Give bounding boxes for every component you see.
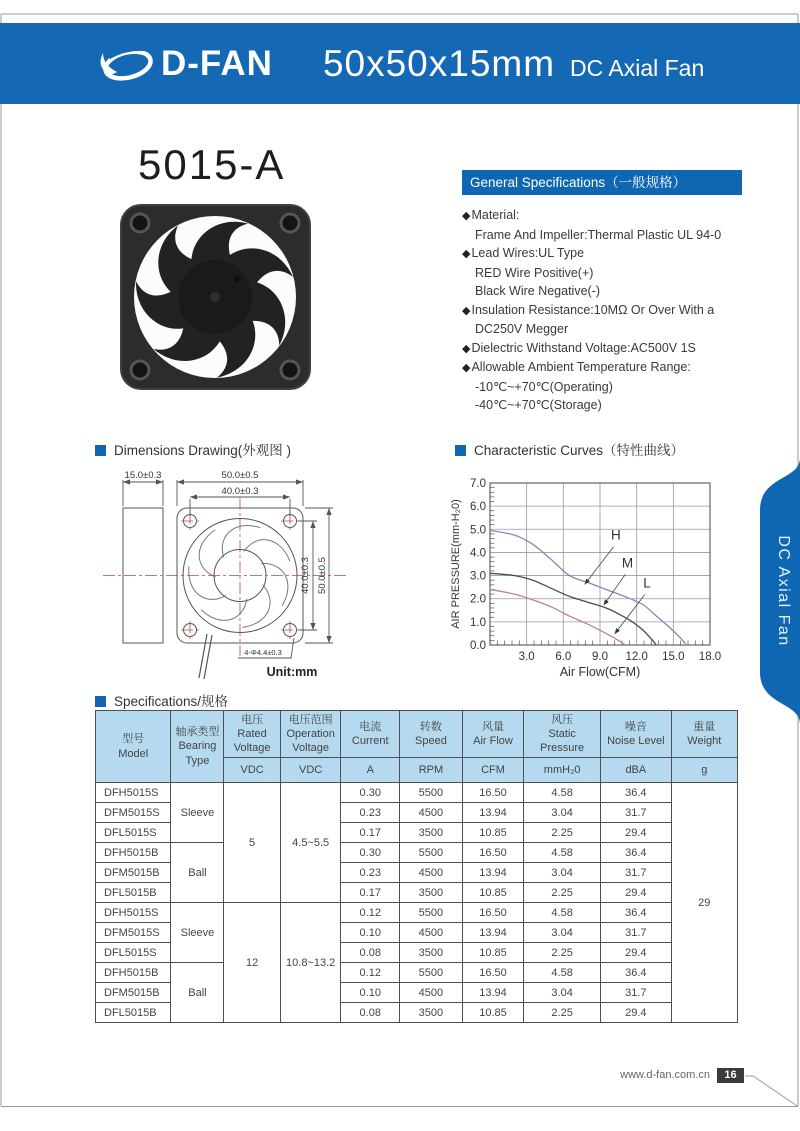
col-unit-operation-voltage: VDC bbox=[280, 758, 341, 783]
cell-static-pressure: 3.04 bbox=[524, 803, 601, 823]
cell-speed: 5500 bbox=[400, 843, 463, 863]
cell-speed: 3500 bbox=[400, 943, 463, 963]
cell-current: 0.17 bbox=[341, 823, 400, 843]
cell-static-pressure: 4.58 bbox=[524, 963, 601, 983]
spec-list-item: Black Wire Negative(-) bbox=[475, 284, 601, 298]
cell-air-flow: 10.85 bbox=[462, 1003, 523, 1023]
x-tick-label: 15.0 bbox=[662, 651, 685, 663]
cell-current: 0.30 bbox=[341, 843, 400, 863]
cell-air-flow: 13.94 bbox=[462, 923, 523, 943]
cell-model: DFL5015S bbox=[96, 943, 171, 963]
y-tick-label: 2.0 bbox=[470, 593, 486, 606]
dim-hole-pitch-h: 40.0±0.3 bbox=[221, 486, 259, 497]
side-tab bbox=[752, 458, 800, 724]
cell-current: 0.23 bbox=[341, 803, 400, 823]
specifications-table bbox=[95, 710, 738, 1023]
cell-speed: 3500 bbox=[400, 883, 463, 903]
y-tick-label: 0.0 bbox=[470, 640, 486, 652]
cell-static-pressure: 4.58 bbox=[524, 903, 601, 923]
cell-noise-level: 31.7 bbox=[601, 923, 672, 943]
col-unit-static-pressure: mmH₂0 bbox=[524, 758, 601, 783]
col-unit-weight: g bbox=[671, 758, 737, 783]
cell-current: 0.17 bbox=[341, 883, 400, 903]
cell-air-flow: 13.94 bbox=[462, 983, 523, 1003]
cell-air-flow: 10.85 bbox=[462, 943, 523, 963]
y-tick-label: 6.0 bbox=[470, 501, 486, 514]
col-header-model: 型号 Model bbox=[96, 711, 171, 783]
col-header-weight: 重量 Weight bbox=[671, 711, 737, 758]
dim-thickness: 15.0±0.3 bbox=[124, 470, 162, 481]
diamond-bullet-icon: ◆ bbox=[462, 362, 471, 374]
cell-speed: 5500 bbox=[400, 783, 463, 803]
spec-list-item: DC250V Megger bbox=[475, 322, 569, 336]
cell-current: 0.30 bbox=[341, 783, 400, 803]
dim-mounting-holes: 4-Φ4.4±0.3 bbox=[244, 648, 282, 657]
cell-current: 0.23 bbox=[341, 863, 400, 883]
col-unit-air-flow: CFM bbox=[462, 758, 523, 783]
blue-square-icon bbox=[455, 445, 466, 456]
curve-l bbox=[490, 590, 624, 645]
col-unit-rated-voltage: VDC bbox=[224, 758, 280, 783]
cell-current: 0.12 bbox=[341, 903, 400, 923]
cell-model: DFH5015B bbox=[96, 963, 171, 983]
cell-speed: 4500 bbox=[400, 923, 463, 943]
blue-square-icon bbox=[95, 445, 106, 456]
cell-model: DFH5015S bbox=[96, 783, 171, 803]
model-title: 5015-A bbox=[138, 141, 286, 188]
curve-label-l: L bbox=[643, 575, 651, 591]
cell-noise-level: 36.4 bbox=[601, 903, 672, 923]
cell-noise-level: 29.4 bbox=[601, 943, 672, 963]
cell-air-flow: 13.94 bbox=[462, 803, 523, 823]
cell-static-pressure: 3.04 bbox=[524, 863, 601, 883]
cell-air-flow: 16.50 bbox=[462, 783, 523, 803]
general-specifications-list bbox=[462, 206, 742, 415]
section-specifications-heading bbox=[95, 690, 228, 710]
x-tick-label: 6.0 bbox=[555, 651, 572, 663]
cell-static-pressure: 3.04 bbox=[524, 923, 601, 943]
col-header-current: 电流 Current bbox=[341, 711, 400, 758]
cell-static-pressure: 2.25 bbox=[524, 1003, 601, 1023]
cell-model: DFM5015S bbox=[96, 803, 171, 823]
cell-static-pressure: 2.25 bbox=[524, 883, 601, 903]
dim-width: 50.0±0.5 bbox=[221, 470, 259, 481]
cell-current: 0.10 bbox=[341, 923, 400, 943]
x-tick-label: 12.0 bbox=[625, 651, 648, 663]
cell-noise-level: 31.7 bbox=[601, 803, 672, 823]
d-fan-logo-icon bbox=[97, 41, 155, 87]
product-type-title: DC Axial Fan bbox=[570, 55, 705, 81]
spec-list-item: ◆Material: bbox=[462, 208, 520, 222]
spec-list-item: -10℃~+70℃(Operating) bbox=[475, 379, 613, 394]
cell-speed: 4500 bbox=[400, 803, 463, 823]
section-dimensions-label: Dimensions Drawing(外观图 ) bbox=[114, 443, 292, 458]
col-header-bearing-type: 轴承类型 Bearing Type bbox=[171, 711, 224, 783]
cell-model: DFM5015B bbox=[96, 863, 171, 883]
x-tick-label: 3.0 bbox=[518, 651, 535, 663]
cell-static-pressure: 2.25 bbox=[524, 943, 601, 963]
cell-operation-voltage: 10.8~13.2 bbox=[280, 903, 341, 1023]
section-specifications-label: Specifications/规格 bbox=[114, 694, 229, 709]
cell-noise-level: 29.4 bbox=[601, 823, 672, 843]
cell-noise-level: 36.4 bbox=[601, 783, 672, 803]
cell-current: 0.12 bbox=[341, 963, 400, 983]
cell-model: DFL5015S bbox=[96, 823, 171, 843]
fan-product-photo bbox=[118, 202, 313, 392]
y-tick-label: 3.0 bbox=[470, 570, 486, 583]
table-row bbox=[96, 783, 738, 803]
col-header-air-flow: 风量 Air Flow bbox=[462, 711, 523, 758]
logo-text: D-FAN bbox=[161, 43, 273, 83]
dimensions-drawing bbox=[95, 468, 440, 683]
y-tick-label: 4.0 bbox=[470, 547, 486, 560]
col-unit-noise-level: dBA bbox=[601, 758, 672, 783]
cell-speed: 3500 bbox=[400, 823, 463, 843]
cell-rated-voltage: 12 bbox=[224, 903, 280, 1023]
diamond-bullet-icon: ◆ bbox=[462, 304, 471, 317]
cell-current: 0.08 bbox=[341, 1003, 400, 1023]
cell-static-pressure: 2.25 bbox=[524, 823, 601, 843]
curve-label-h: H bbox=[611, 527, 621, 543]
cell-bearing-type: Ball bbox=[171, 963, 224, 1023]
x-tick-label: 9.0 bbox=[592, 651, 608, 663]
table-row bbox=[96, 903, 738, 923]
section-curves-heading bbox=[455, 439, 684, 459]
col-header-rated-voltage: 电压 Rated Voltage bbox=[224, 711, 280, 758]
cell-bearing-type: Sleeve bbox=[171, 783, 224, 843]
cell-current: 0.10 bbox=[341, 983, 400, 1003]
col-header-speed: 转数 Speed bbox=[400, 711, 463, 758]
col-header-static-pressure: 风压 Static Pressure bbox=[524, 711, 601, 758]
diamond-bullet-icon: ◆ bbox=[462, 210, 471, 222]
product-size-title: 50x50x15mm bbox=[322, 42, 556, 84]
curve-m bbox=[490, 573, 656, 645]
col-header-noise-level: 噪音 Noise Level bbox=[601, 711, 672, 758]
cell-model: DFM5015B bbox=[96, 983, 171, 1003]
cell-speed: 3500 bbox=[400, 1003, 463, 1023]
col-unit-speed: RPM bbox=[400, 758, 463, 783]
diamond-bullet-icon: ◆ bbox=[462, 248, 471, 260]
cell-air-flow: 16.50 bbox=[462, 963, 523, 983]
cell-model: DFL5015B bbox=[96, 883, 171, 903]
cell-air-flow: 16.50 bbox=[462, 843, 523, 863]
y-axis-title: AIR PRESSURE(mm-H₂0) bbox=[450, 499, 462, 629]
blue-square-icon bbox=[95, 696, 106, 707]
section-dimensions-heading bbox=[95, 439, 291, 459]
y-tick-label: 7.0 bbox=[470, 478, 486, 490]
spec-list-item: -40℃~+70℃(Storage) bbox=[475, 398, 602, 412]
footer-website: www.d-fan.com.cn bbox=[620, 1069, 710, 1081]
x-axis-title: Air Flow(CFM) bbox=[559, 665, 641, 679]
side-tab-label: DC Axial Fan bbox=[775, 535, 792, 647]
cell-model: DFH5015B bbox=[96, 843, 171, 863]
spec-list-item: Frame And Impeller:Thermal Plastic UL 94-0 bbox=[475, 227, 722, 242]
cell-noise-level: 29.4 bbox=[601, 883, 672, 903]
spec-list-item: RED Wire Positive(+) bbox=[475, 265, 594, 280]
spec-list-item: ◆Allowable Ambient Temperature Range: bbox=[462, 360, 691, 374]
spec-list-item: ◆Dielectric Withstand Voltage:AC500V 1S bbox=[462, 340, 696, 355]
cell-noise-level: 29.4 bbox=[601, 1003, 672, 1023]
cell-noise-level: 36.4 bbox=[601, 843, 672, 863]
cell-model: DFM5015S bbox=[96, 923, 171, 943]
diamond-bullet-icon: ◆ bbox=[462, 342, 471, 355]
cell-air-flow: 10.85 bbox=[462, 883, 523, 903]
general-specifications-section bbox=[462, 170, 742, 415]
y-tick-label: 5.0 bbox=[470, 524, 486, 537]
cell-speed: 5500 bbox=[400, 903, 463, 923]
section-curves-label: Characteristic Curves（特性曲线） bbox=[474, 443, 685, 458]
y-tick-label: 1.0 bbox=[470, 616, 486, 629]
col-unit-current: A bbox=[341, 758, 400, 783]
cell-static-pressure: 4.58 bbox=[524, 783, 601, 803]
table-row bbox=[96, 843, 738, 863]
col-header-operation-voltage: 电压范围 Operation Voltage bbox=[280, 711, 341, 758]
cell-model: DFH5015S bbox=[96, 903, 171, 923]
cell-air-flow: 10.85 bbox=[462, 823, 523, 843]
cell-bearing-type: Ball bbox=[171, 843, 224, 903]
spec-list-item: ◆Insulation Resistance:10MΩ Or Over With a bbox=[462, 302, 715, 317]
cell-noise-level: 36.4 bbox=[601, 963, 672, 983]
cell-weight: 29 bbox=[671, 783, 737, 1023]
cell-operation-voltage: 4.5~5.5 bbox=[280, 783, 341, 903]
cell-current: 0.08 bbox=[341, 943, 400, 963]
curve-h bbox=[490, 527, 686, 643]
spec-list-item: ◆Lead Wires:UL Type bbox=[462, 246, 585, 260]
cell-air-flow: 16.50 bbox=[462, 903, 523, 923]
dim-unit-label: Unit:mm bbox=[266, 665, 318, 679]
cell-speed: 4500 bbox=[400, 983, 463, 1003]
dim-hole-pitch-v: 40.0±0.3 bbox=[300, 557, 311, 594]
page-number-badge: 16 bbox=[717, 1068, 744, 1083]
table-row bbox=[96, 963, 738, 983]
cell-air-flow: 13.94 bbox=[462, 863, 523, 883]
cell-rated-voltage: 5 bbox=[224, 783, 280, 903]
cell-static-pressure: 4.58 bbox=[524, 843, 601, 863]
curve-label-m: M bbox=[621, 555, 634, 571]
x-tick-label: 18.0 bbox=[698, 651, 722, 663]
general-specifications-title: General Specifications（一般规格） bbox=[462, 170, 742, 195]
cell-noise-level: 31.7 bbox=[601, 863, 672, 883]
cell-speed: 4500 bbox=[400, 863, 463, 883]
dim-height: 50.0±0.5 bbox=[317, 557, 328, 594]
cell-bearing-type: Sleeve bbox=[171, 903, 224, 963]
header-banner bbox=[0, 23, 800, 104]
cell-speed: 5500 bbox=[400, 963, 463, 983]
characteristic-curves-chart bbox=[448, 468, 753, 683]
cell-noise-level: 31.7 bbox=[601, 983, 672, 1003]
cell-model: DFL5015B bbox=[96, 1003, 171, 1023]
cell-static-pressure: 3.04 bbox=[524, 983, 601, 1003]
